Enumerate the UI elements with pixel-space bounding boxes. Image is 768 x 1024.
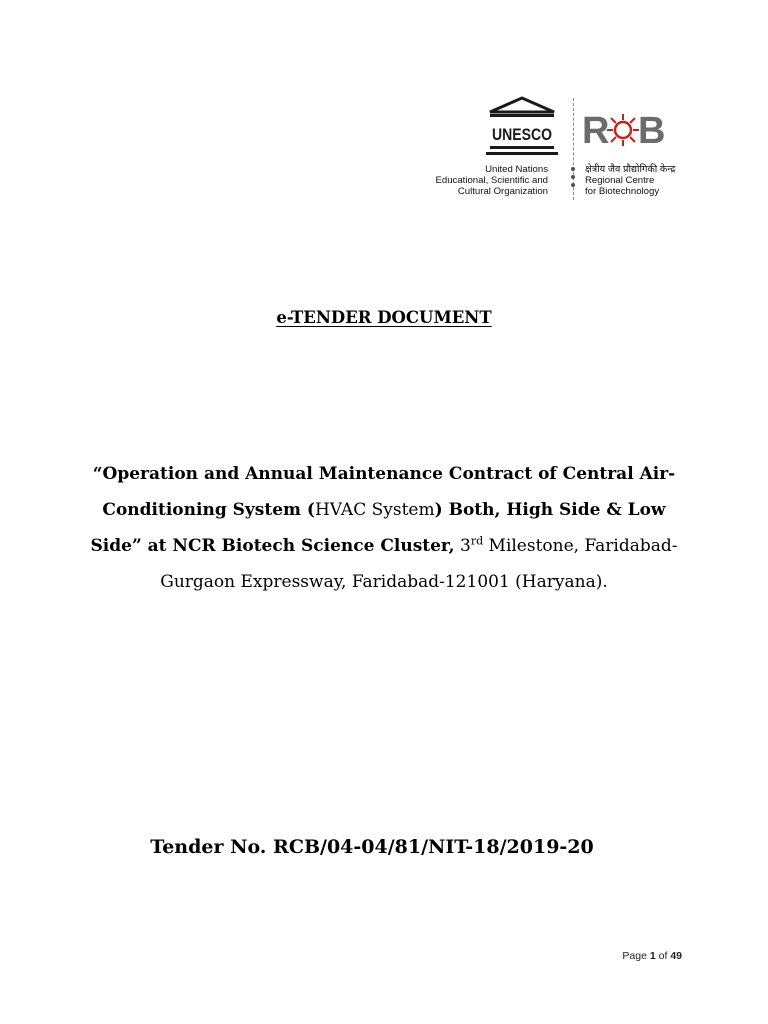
unesco-line: Cultural Organization	[457, 186, 548, 197]
subject-plain-text: HVAC System	[314, 500, 435, 520]
svg-text:R: R	[582, 110, 610, 152]
rcb-line: for Biotechnology	[585, 186, 660, 197]
header-logos	[435, 96, 676, 206]
subject-bold-text: ) Both, High Side & Low Side” at NCR Biotech Science Cluster,	[90, 500, 666, 556]
unesco-emblem-icon	[482, 96, 562, 158]
subject-ordinal: 3	[459, 536, 471, 556]
svg-text:B: B	[638, 110, 666, 152]
subject-ordinal-suffix: rd	[470, 534, 484, 548]
subject-bold-text: “Operation and Annual Maintenance Contract of Central Air-Conditioning System (	[92, 464, 676, 520]
rcb-logo-icon	[582, 110, 666, 152]
rcb-line: Regional Centre	[585, 175, 655, 186]
tender-subject	[90, 456, 678, 600]
page-number	[622, 950, 682, 962]
rcb-name	[585, 164, 675, 197]
document-title: e-TENDER DOCUMENT	[276, 308, 492, 327]
page-prefix: Page	[622, 950, 647, 962]
unesco-line: Educational, Scientific and	[435, 175, 548, 186]
page-current: 1	[649, 950, 656, 962]
unesco-name	[435, 164, 548, 197]
page-total: 49	[670, 950, 682, 962]
page-of: of	[658, 950, 668, 962]
tender-number: Tender No. RCB/04-04/81/NIT-18/2019-20	[150, 836, 594, 858]
unesco-emblem-text: UNESCO	[492, 125, 552, 144]
logo-bullet-dots	[570, 164, 576, 191]
subject-address: Milestone, Faridabad-Gurgaon Expressway, Faridabad-121001 (Haryana).	[160, 536, 678, 592]
rcb-line-hindi: क्षेत्रीय जैव प्रौद्योगिकी केन्द्र	[585, 164, 676, 175]
unesco-line: United Nations	[485, 164, 548, 175]
